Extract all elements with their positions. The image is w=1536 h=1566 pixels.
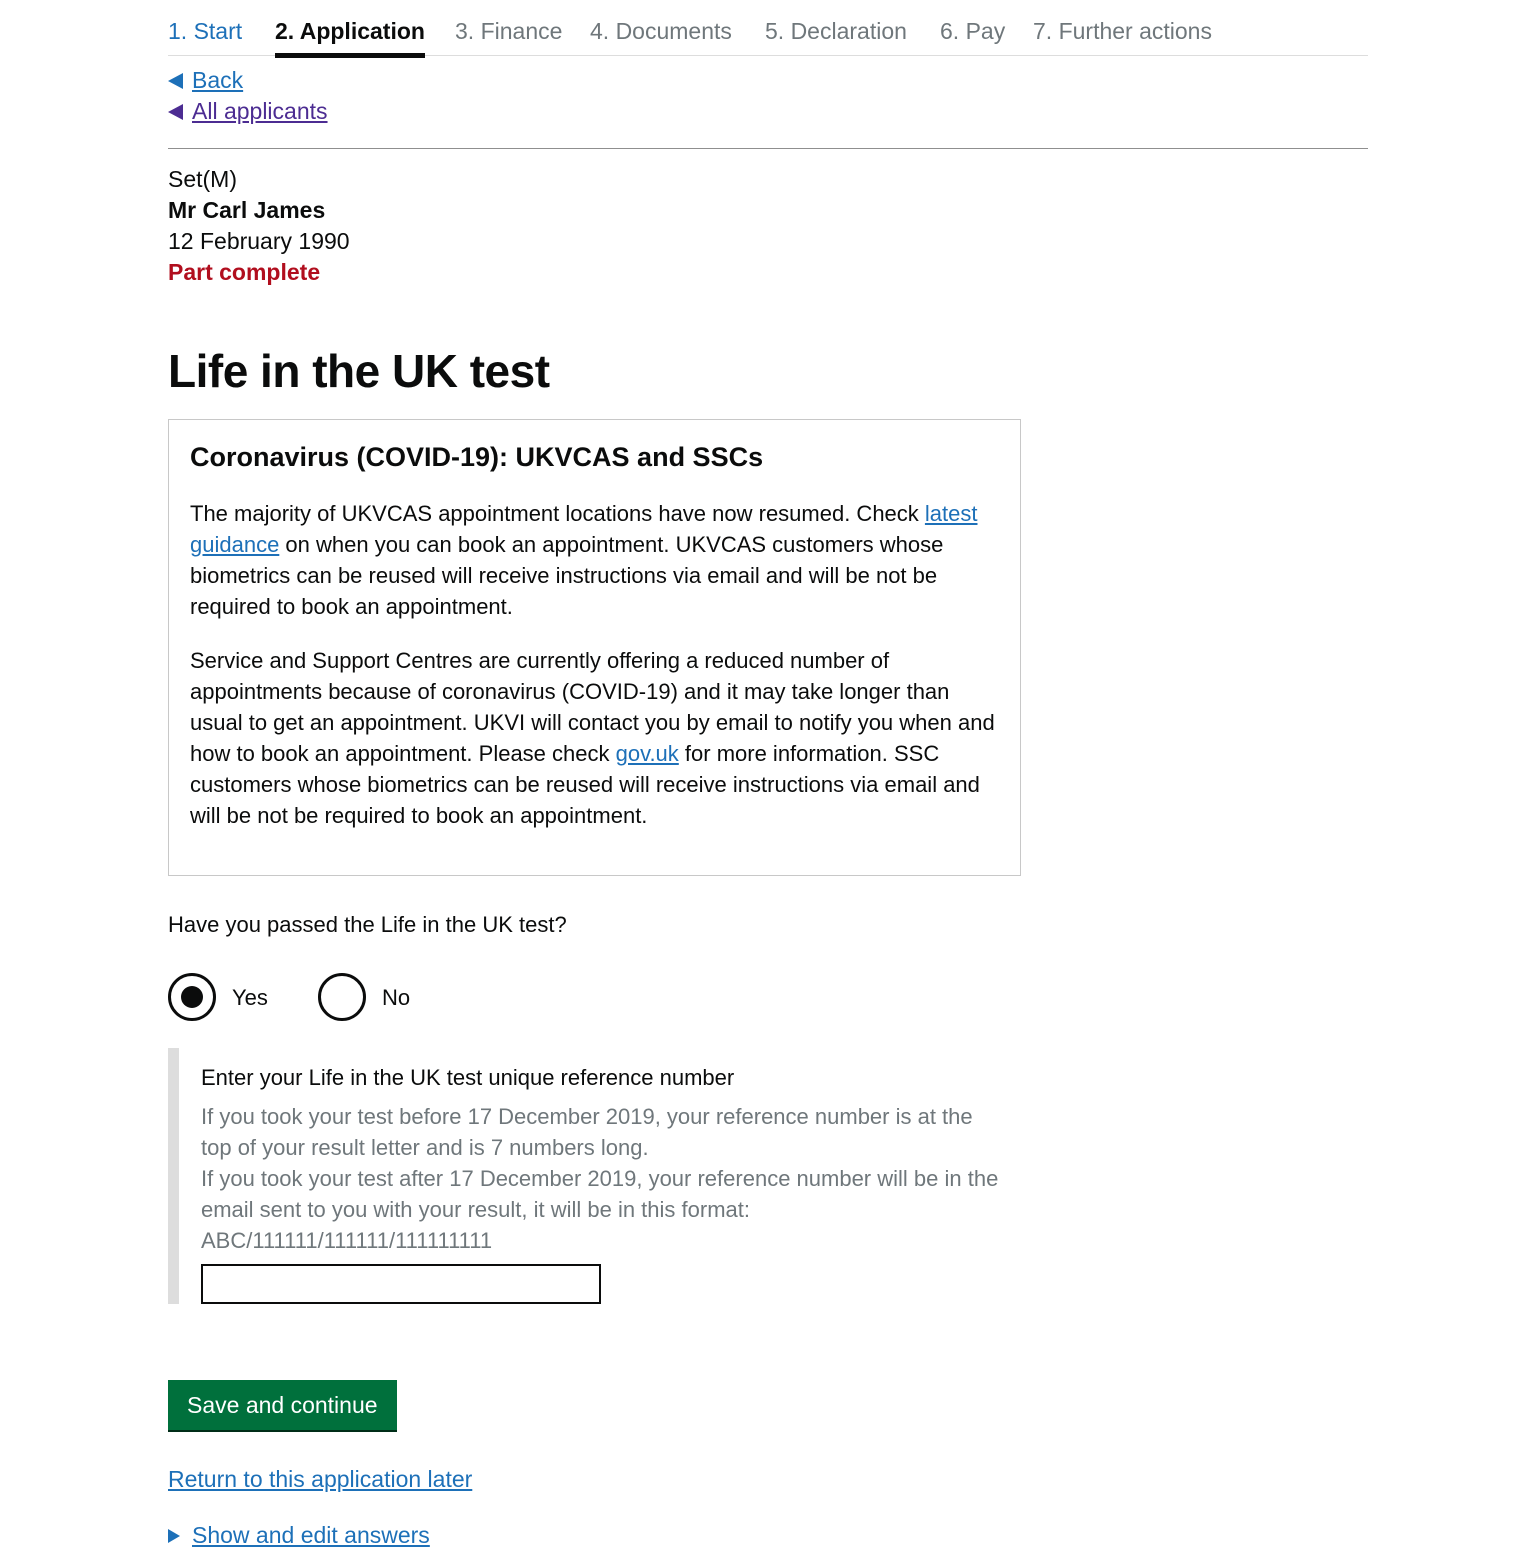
show-and-edit-answers-link[interactable]: Show and edit answers: [192, 1522, 430, 1548]
covid-notice: [168, 419, 1021, 876]
back-arrow-icon: [168, 104, 183, 120]
progress-steps: [168, 10, 1368, 56]
radio-no-circle[interactable]: [318, 973, 366, 1021]
page-title: Life in the UK test: [168, 345, 550, 397]
reference-number-section: [168, 1048, 1039, 1304]
radio-yes-circle[interactable]: [168, 973, 216, 1021]
radio-no-label[interactable]: No: [382, 984, 411, 1010]
back-arrow-icon: [168, 73, 183, 89]
back-link[interactable]: Back: [192, 67, 244, 93]
radio-no[interactable]: [318, 973, 410, 1021]
step-declaration: 5. Declaration: [765, 18, 907, 44]
save-and-continue-button[interactable]: Save and continue: [168, 1380, 397, 1430]
divider: [168, 148, 1368, 149]
expand-triangle-icon[interactable]: [168, 1529, 180, 1543]
return-later-row: [168, 1464, 472, 1494]
applicant-dob: 12 February 1990: [168, 228, 350, 254]
applicant-set: Set(M): [168, 166, 237, 192]
application-status: Part complete: [168, 259, 321, 285]
gov-uk-link[interactable]: gov.uk: [615, 741, 679, 766]
step-start[interactable]: 1. Start: [168, 18, 243, 44]
back-link-row[interactable]: [168, 65, 243, 95]
show-answers-row[interactable]: [168, 1520, 430, 1550]
radio-yes[interactable]: [168, 973, 268, 1021]
reference-number-input[interactable]: [201, 1264, 601, 1304]
question-label: Have you passed the Life in the UK test?: [168, 912, 567, 937]
step-finance: 3. Finance: [455, 18, 563, 44]
notice-paragraph-1: The majority of UKVCAS appointment locations have now resumed. Check latest guidance on when you can book an appointment. UKVCAS customers whose biometrics can be reused will receive instructions via email and will be not be required to book an appointment.: [190, 501, 978, 619]
return-later-link[interactable]: Return to this application later: [168, 1466, 473, 1492]
notice-title: Coronavirus (COVID-19): UKVCAS and SSCs: [190, 442, 764, 472]
radio-yes-label[interactable]: Yes: [232, 984, 268, 1010]
all-applicants-link-row[interactable]: [168, 96, 328, 126]
notice-paragraph-2: Service and Support Centres are currently offering a reduced number of appointments because of coronavirus (COVID-19) and it may take longer than usual to get an appointment. UKVI will contact you by email to notify you when and how to book an appointment. Please check gov.uk for more information. SSC customers whose biometrics can be reused will receive instructions via email and will be not be required to book an appointment.: [190, 648, 995, 828]
step-further-actions: 7. Further actions: [1033, 18, 1212, 44]
step-pay: 6. Pay: [940, 18, 1006, 44]
all-applicants-link[interactable]: All applicants: [192, 98, 328, 124]
step-application: 2. Application: [275, 18, 425, 44]
latest-guidance-link[interactable]: latest guidance: [190, 501, 978, 557]
reference-number-label: Enter your Life in the UK test unique reference number: [201, 1065, 735, 1090]
radio-selected-dot: [181, 986, 203, 1008]
applicant-summary: [168, 164, 350, 288]
applicant-name: Mr Carl James: [168, 197, 326, 223]
step-documents: 4. Documents: [590, 18, 732, 44]
reference-number-hint: If you took your test before 17 December 2019, your reference number is at the top of your result letter and is 7 numbers long. If you took your test after 17 December 2019, your reference number will be in the email sent to you with your result, it will be in this format: ABC/111111/111111/111111111: [201, 1104, 999, 1253]
